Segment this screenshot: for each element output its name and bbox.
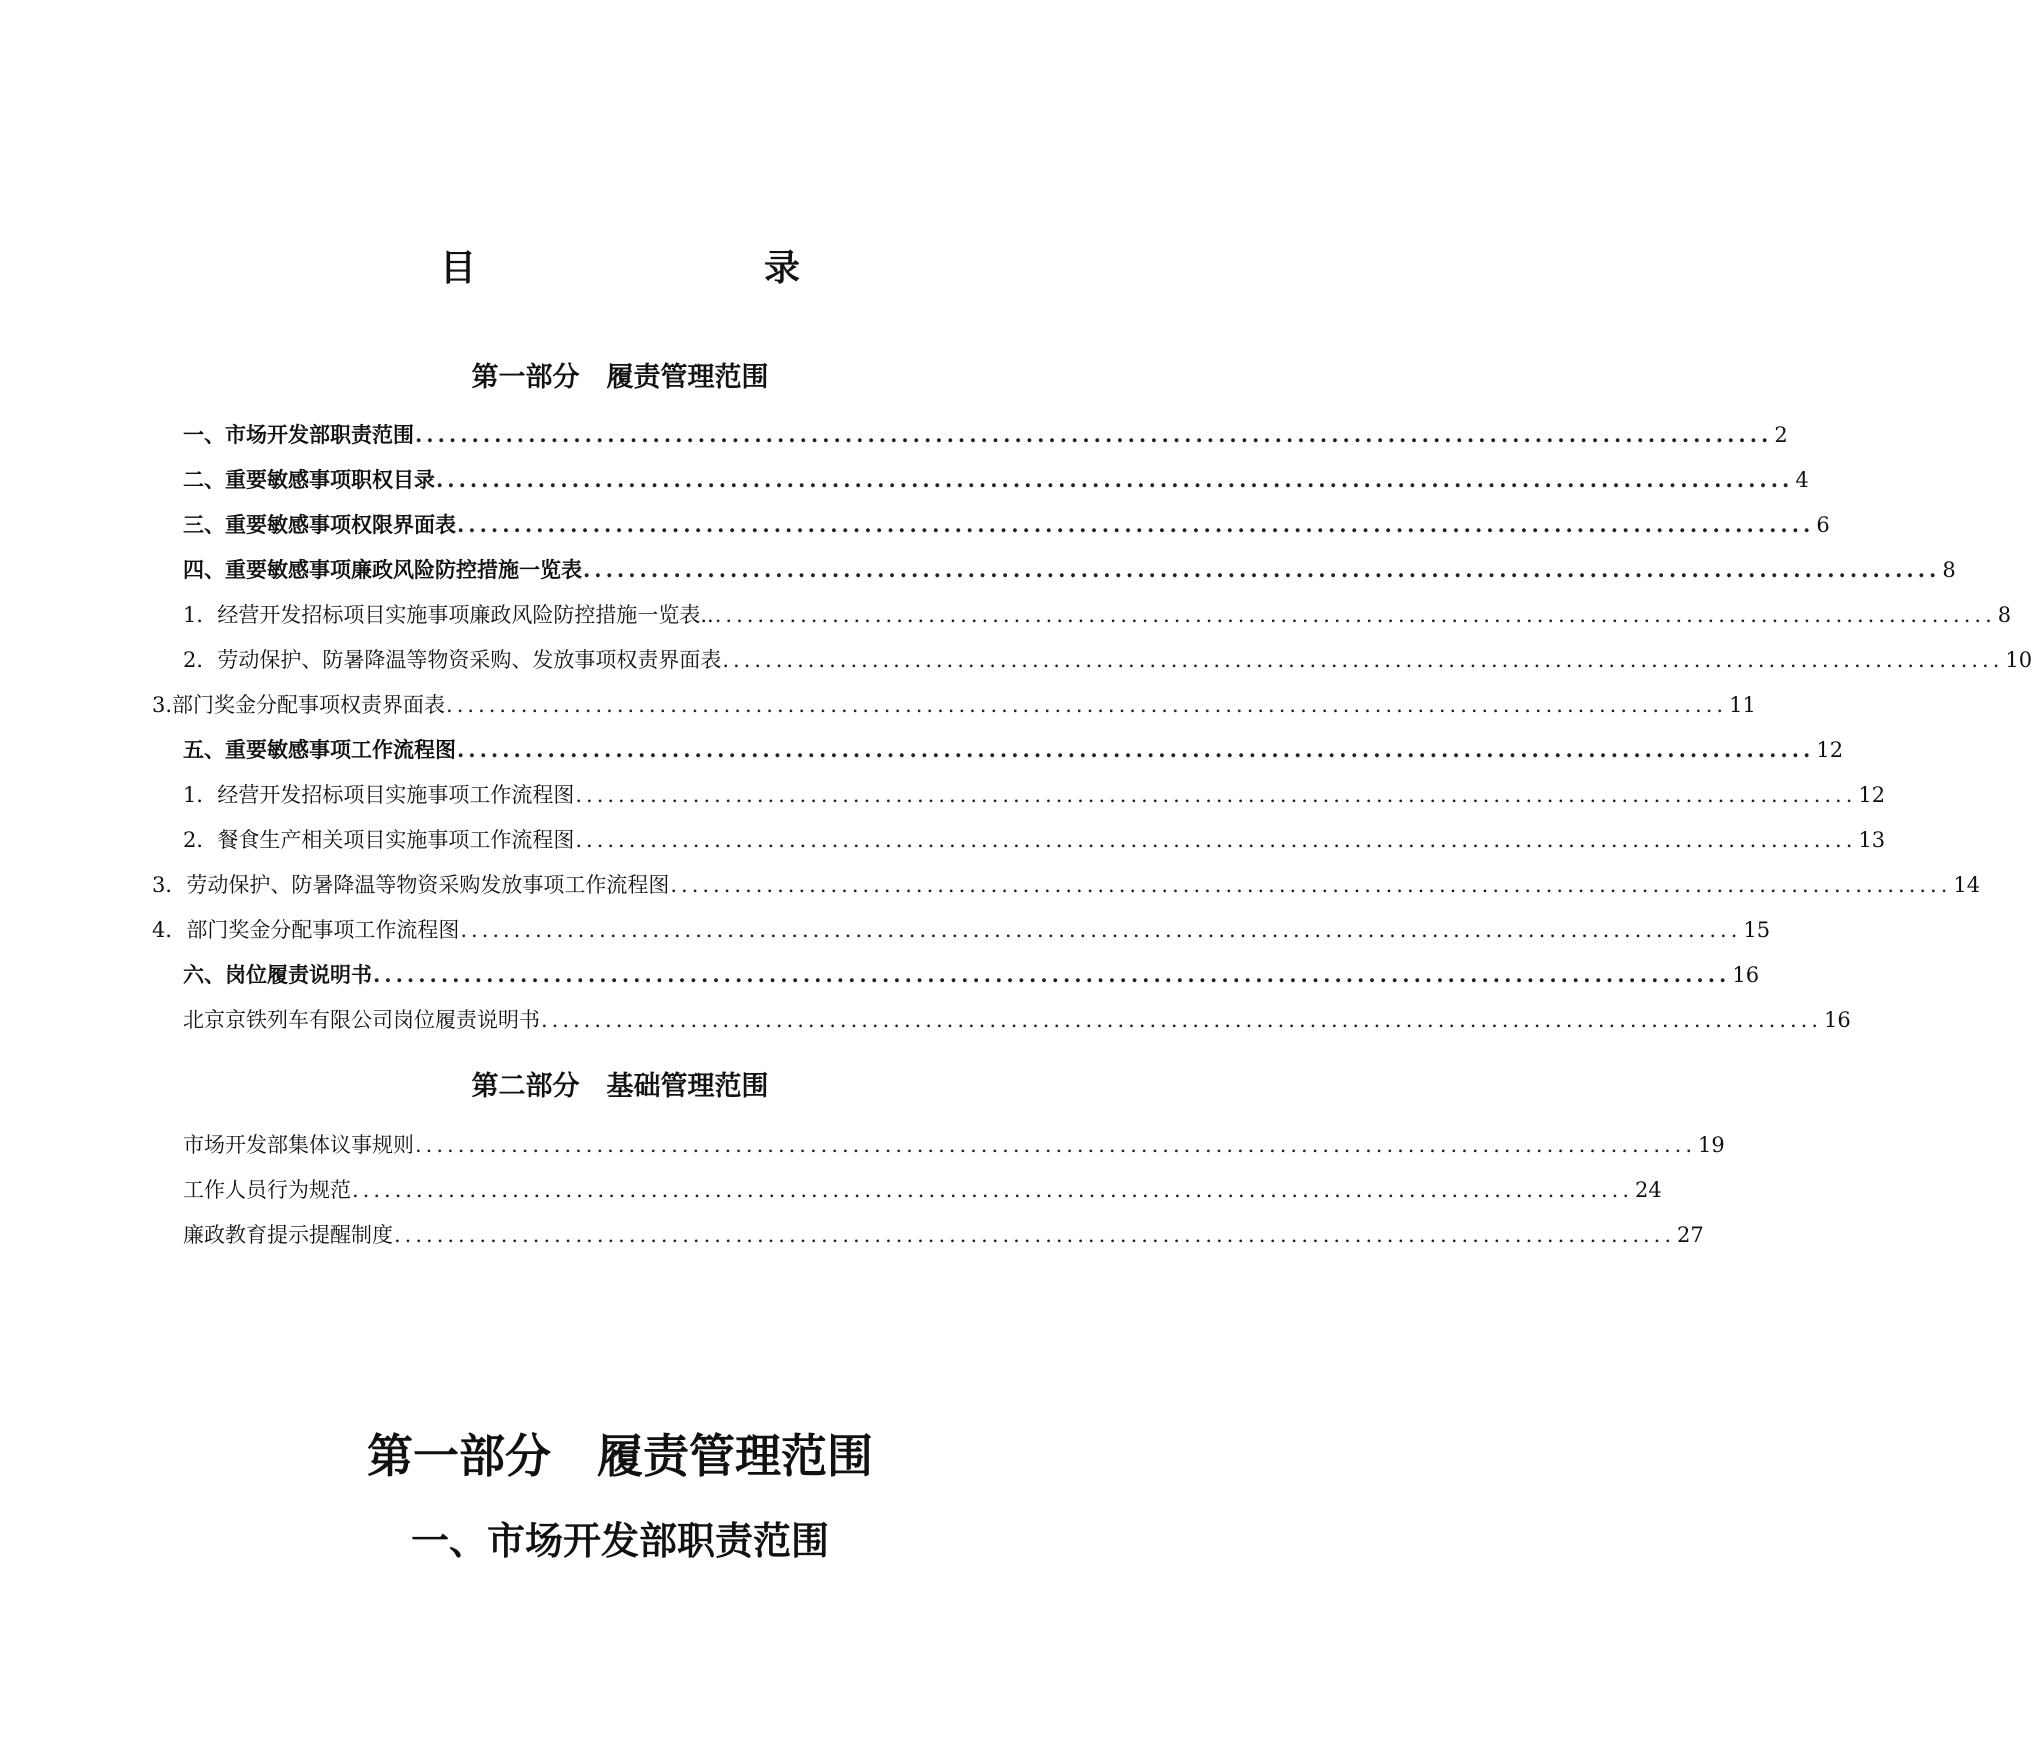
dot-leader: ........................................................................................................................ (415, 1133, 1697, 1157)
toc-entry-label: 一、市场开发部职责范围 (183, 422, 414, 447)
chapter-heading: 一、市场开发部职责范围 (410, 1518, 829, 1563)
dot-leader: ........................................................................................................................ (714, 603, 1996, 627)
toc-entry-page: 15 (1743, 918, 1771, 942)
dot-leader: ........................................................................................................................ (352, 1178, 1634, 1202)
toc-entry-label: 北京京铁列车有限公司岗位履责说明书 (183, 1008, 540, 1032)
dot-leader: ........................................................................................................................ (575, 828, 1857, 852)
toc-entry-page: 11 (1729, 693, 1756, 717)
part-heading: 第一部分 履责管理范围 (367, 1429, 873, 1483)
toc-entry-page: 19 (1698, 1133, 1725, 1157)
toc-entry-label: 3．劳动保护、防暑降温等物资采购发放事项工作流程图 (152, 873, 670, 897)
toc-entry-label: 2．餐食生产相关项目实施事项工作流程图 (183, 828, 575, 852)
toc-entry-page: 2 (1774, 423, 1788, 447)
toc-entry-label: 2．劳动保护、防暑降温等物资采购、发放事项权责界面表 (183, 648, 722, 672)
dot-leader: ........................................................................................................................ (541, 1008, 1823, 1032)
toc-section-2-heading: 第二部分 基础管理范围 (471, 1071, 769, 1102)
toc-entry[interactable] (183, 419, 1788, 451)
toc-entry-label: 1．经营开发招标项目实施事项廉政风险防控措施一览表.. (183, 603, 714, 627)
dot-leader: ........................................................................................................................ (373, 962, 1731, 987)
toc-entry[interactable] (183, 779, 1886, 811)
toc-entry-page: 10 (2005, 648, 2032, 672)
toc-entry-label: 1．经营开发招标项目实施事项工作流程图 (183, 783, 575, 807)
dot-leader: ........................................................................................................................ (415, 422, 1773, 447)
toc-entry-page: 12 (1816, 738, 1844, 762)
toc-entry[interactable] (183, 959, 1760, 991)
dot-leader: ........................................................................................................................ (670, 873, 1952, 897)
dot-leader: ........................................................................................................................ (436, 467, 1794, 492)
dot-leader: ........................................................................................................................ (460, 918, 1742, 942)
toc-entry-label: 廉政教育提示提醒制度 (183, 1223, 393, 1247)
toc-entry-label: 市场开发部集体议事规则 (183, 1133, 414, 1157)
toc-entry[interactable] (183, 734, 1844, 766)
toc-entry-page: 14 (1953, 873, 1981, 897)
toc-entry-page: 8 (1997, 603, 2012, 627)
toc-entry[interactable] (183, 1219, 1704, 1251)
toc-entry[interactable] (152, 869, 1981, 901)
dot-leader: ........................................................................................................................ (457, 512, 1815, 537)
toc-entry-page: 4 (1795, 468, 1809, 492)
toc-entry-page: 24 (1635, 1178, 1662, 1202)
toc-entry[interactable] (183, 644, 2032, 676)
toc-entry-label: 五、重要敏感事项工作流程图 (183, 737, 456, 762)
toc-section-1-heading: 第一部分 履责管理范围 (471, 362, 769, 393)
toc-entry[interactable] (183, 1174, 1662, 1206)
toc-entry-page: 16 (1824, 1008, 1851, 1032)
toc-entry-label: 三、重要敏感事项权限界面表 (183, 512, 456, 537)
toc-entry-page: 6 (1816, 513, 1830, 537)
toc-entry[interactable] (183, 1129, 1725, 1161)
toc-entry[interactable] (183, 824, 1886, 856)
dot-leader: ........................................................................................................................ (457, 737, 1815, 762)
toc-entry[interactable] (183, 1004, 1851, 1036)
toc-entry-label: 六、岗位履责说明书 (183, 962, 372, 987)
toc-entry-label: 4．部门奖金分配事项工作流程图 (152, 918, 460, 942)
toc-entry-label: 3.部门奖金分配事项权责界面表 (152, 693, 446, 717)
toc-entry[interactable] (152, 914, 1771, 946)
toc-entry[interactable] (183, 464, 1809, 496)
toc-entry-page: 12 (1858, 783, 1886, 807)
toc-entry[interactable] (183, 509, 1830, 541)
dot-leader: ........................................................................................................................ (722, 648, 2004, 672)
toc-entry-page: 16 (1732, 963, 1760, 987)
dot-leader: ........................................................................................................................ (575, 783, 1857, 807)
toc-entry[interactable] (183, 599, 2012, 631)
toc-entry-label: 二、重要敏感事项职权目录 (183, 467, 435, 492)
toc-entry-page: 27 (1677, 1223, 1704, 1247)
toc-entry-label: 四、重要敏感事项廉政风险防控措施一览表 (183, 557, 582, 582)
toc-entry-label: 工作人员行为规范 (183, 1178, 351, 1202)
toc-entry[interactable] (152, 689, 1756, 721)
dot-leader: ........................................................................................................................ (394, 1223, 1676, 1247)
dot-leader: ........................................................................................................................ (446, 693, 1728, 717)
toc-title: 目 录 (439, 247, 872, 289)
toc-entry-page: 8 (1942, 558, 1956, 582)
dot-leader: ........................................................................................................................ (583, 557, 1941, 582)
toc-entry-page: 13 (1858, 828, 1886, 852)
toc-entry[interactable] (183, 554, 1956, 586)
